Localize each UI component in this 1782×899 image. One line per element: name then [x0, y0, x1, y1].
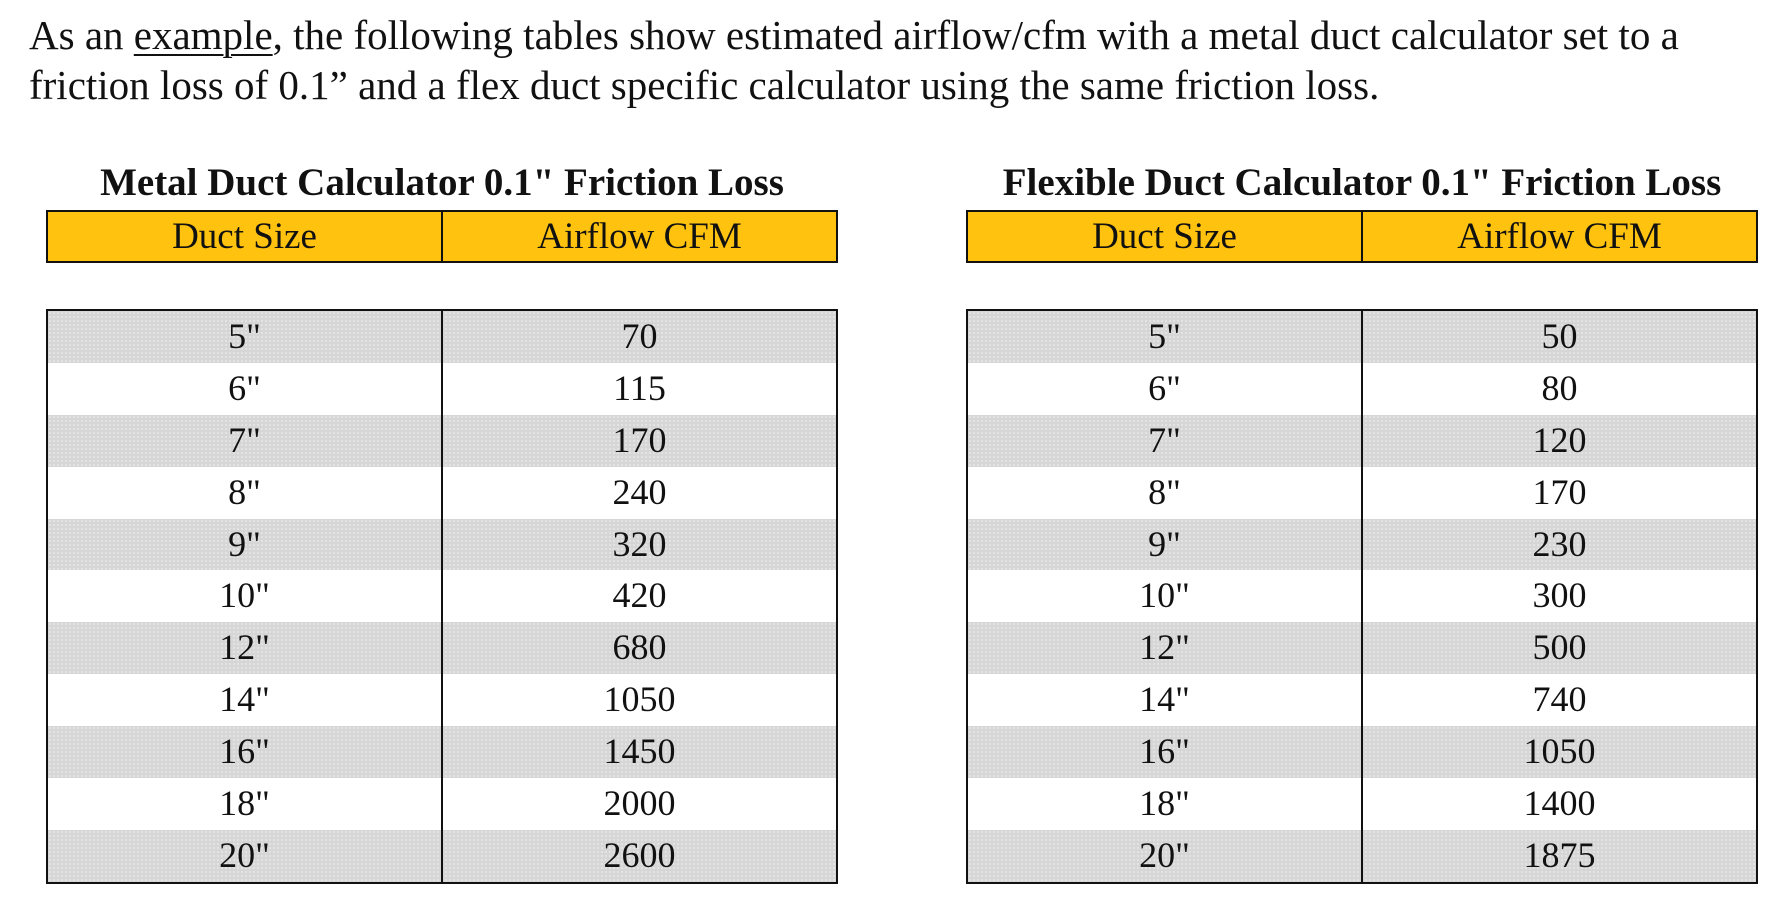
table-row	[48, 726, 836, 778]
airflow-cell: 115	[441, 363, 836, 415]
example-link[interactable]: example	[133, 12, 273, 58]
duct-size-cell: 20"	[219, 834, 270, 875]
duct-size-cell: 8"	[1148, 471, 1181, 512]
duct-size-cell: 20"	[1139, 834, 1190, 875]
airflow-cell: 170	[1361, 467, 1756, 519]
column-header-airflow: Airflow CFM	[441, 212, 836, 261]
airflow-cell: 230	[1361, 519, 1756, 571]
duct-size-cell: 9"	[228, 523, 261, 564]
duct-size-cell: 6"	[1148, 367, 1181, 408]
airflow-cell: 320	[441, 519, 836, 571]
airflow-cell: 1050	[441, 674, 836, 726]
metal-duct-table	[46, 160, 838, 884]
table-row	[968, 415, 1756, 467]
duct-size-cell: 10"	[1139, 575, 1190, 616]
table-row	[48, 519, 836, 571]
airflow-cell: 1875	[1361, 830, 1756, 882]
airflow-cell: 70	[441, 311, 836, 363]
column-header-airflow: Airflow CFM	[1361, 212, 1756, 261]
column-header-duct-size: Duct Size	[172, 216, 317, 257]
airflow-cell: 240	[441, 467, 836, 519]
duct-size-cell: 12"	[219, 627, 270, 668]
table-title: Metal Duct Calculator 0.1" Friction Loss	[100, 161, 784, 204]
table-row	[48, 467, 836, 519]
airflow-cell: 170	[441, 415, 836, 467]
intro-paragraph	[29, 10, 1749, 110]
table-row	[48, 778, 836, 830]
table-header	[966, 210, 1758, 263]
table-row	[968, 363, 1756, 415]
airflow-cell: 120	[1361, 415, 1756, 467]
airflow-cell: 500	[1361, 622, 1756, 674]
duct-size-cell: 18"	[1139, 783, 1190, 824]
duct-size-cell: 14"	[219, 679, 270, 720]
table-row	[48, 830, 836, 882]
duct-size-cell: 16"	[219, 731, 270, 772]
duct-size-cell: 8"	[228, 471, 261, 512]
duct-size-cell: 16"	[1139, 731, 1190, 772]
airflow-cell: 1050	[1361, 726, 1756, 778]
table-title: Flexible Duct Calculator 0.1" Friction Loss	[1002, 161, 1722, 204]
table-row	[968, 311, 1756, 363]
intro-text-end: , the following tables show estimated airflow/cfm with a metal duct calculator set to a friction loss of 0.1” and a flex duct specific calculator using the same friction loss.	[29, 12, 1679, 108]
duct-size-cell: 14"	[1139, 679, 1190, 720]
table-row	[48, 311, 836, 363]
table-body	[966, 309, 1758, 884]
airflow-cell: 2600	[441, 830, 836, 882]
table-row	[968, 622, 1756, 674]
airflow-cell: 50	[1361, 311, 1756, 363]
airflow-cell: 2000	[441, 778, 836, 830]
duct-size-cell: 18"	[219, 783, 270, 824]
table-row	[968, 778, 1756, 830]
table-row	[968, 570, 1756, 622]
duct-size-cell: 7"	[228, 419, 261, 460]
intro-text-start: As an	[29, 12, 134, 58]
column-header-duct-size: Duct Size	[1092, 216, 1237, 257]
duct-size-cell: 5"	[228, 316, 261, 356]
airflow-cell: 740	[1361, 674, 1756, 726]
table-row	[968, 726, 1756, 778]
airflow-cell: 300	[1361, 570, 1756, 622]
airflow-cell: 1400	[1361, 778, 1756, 830]
duct-size-cell: 6"	[228, 367, 261, 408]
duct-size-cell: 12"	[1139, 627, 1190, 668]
table-row	[968, 519, 1756, 571]
table-header	[46, 210, 838, 263]
table-row	[968, 674, 1756, 726]
table-row	[48, 622, 836, 674]
table-body	[46, 309, 838, 884]
table-row	[968, 467, 1756, 519]
airflow-cell: 1450	[441, 726, 836, 778]
flexible-duct-table	[966, 160, 1758, 884]
duct-size-cell: 10"	[219, 575, 270, 616]
table-row	[968, 830, 1756, 882]
duct-size-cell: 9"	[1148, 523, 1181, 564]
airflow-cell: 420	[441, 570, 836, 622]
table-row	[48, 674, 836, 726]
table-row	[48, 363, 836, 415]
table-row	[48, 570, 836, 622]
duct-size-cell: 7"	[1148, 419, 1181, 460]
airflow-cell: 680	[441, 622, 836, 674]
table-row	[48, 415, 836, 467]
airflow-cell: 80	[1361, 363, 1756, 415]
duct-size-cell: 5"	[1148, 316, 1181, 356]
